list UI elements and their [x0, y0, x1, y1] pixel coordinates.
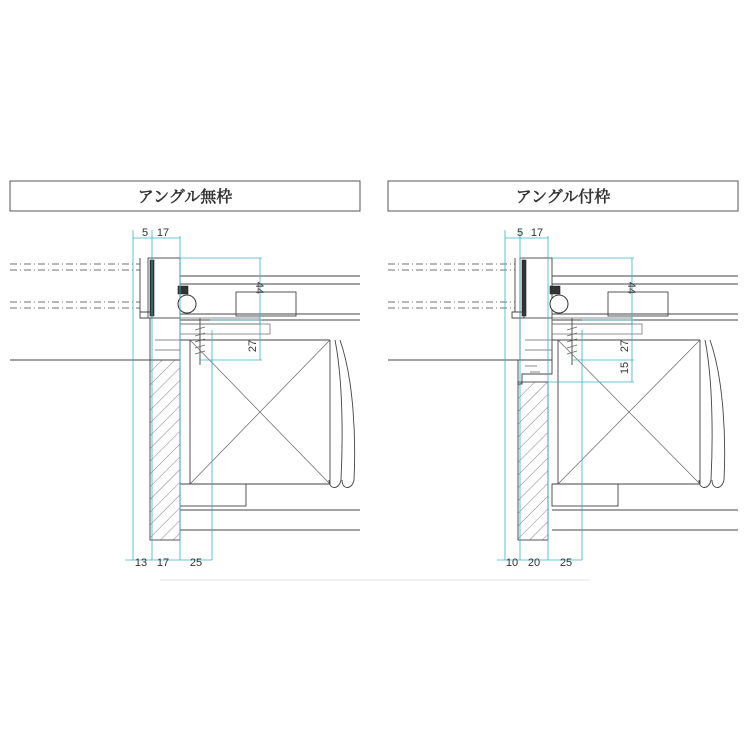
dim-top-17-right: 17 — [530, 227, 544, 239]
dim-top-5-right: 5 — [516, 227, 524, 239]
panel-title-right: アングル付枠 — [515, 187, 611, 206]
dim-44-left: 44 — [253, 281, 265, 295]
dim-bottom-13-left: 13 — [134, 557, 148, 569]
dim-bottom-10-right: 10 — [505, 557, 519, 569]
panel-right — [388, 181, 738, 569]
dim-top-5-left: 5 — [141, 227, 149, 239]
dim-bottom-25-left: 25 — [189, 557, 203, 569]
dim-27-right: 27 — [619, 339, 631, 353]
dim-44-right: 44 — [625, 281, 637, 295]
dim-top-17-left: 17 — [156, 227, 170, 239]
dim-bottom-20-right: 20 — [527, 557, 541, 569]
dim-bottom-25-right: 25 — [559, 557, 573, 569]
dim-27-left: 27 — [247, 339, 259, 353]
panel-title-left: アングル無枠 — [137, 187, 233, 206]
dim-15-right: 15 — [619, 361, 631, 375]
dim-bottom-17-left: 17 — [156, 557, 170, 569]
panel-left — [10, 181, 360, 569]
